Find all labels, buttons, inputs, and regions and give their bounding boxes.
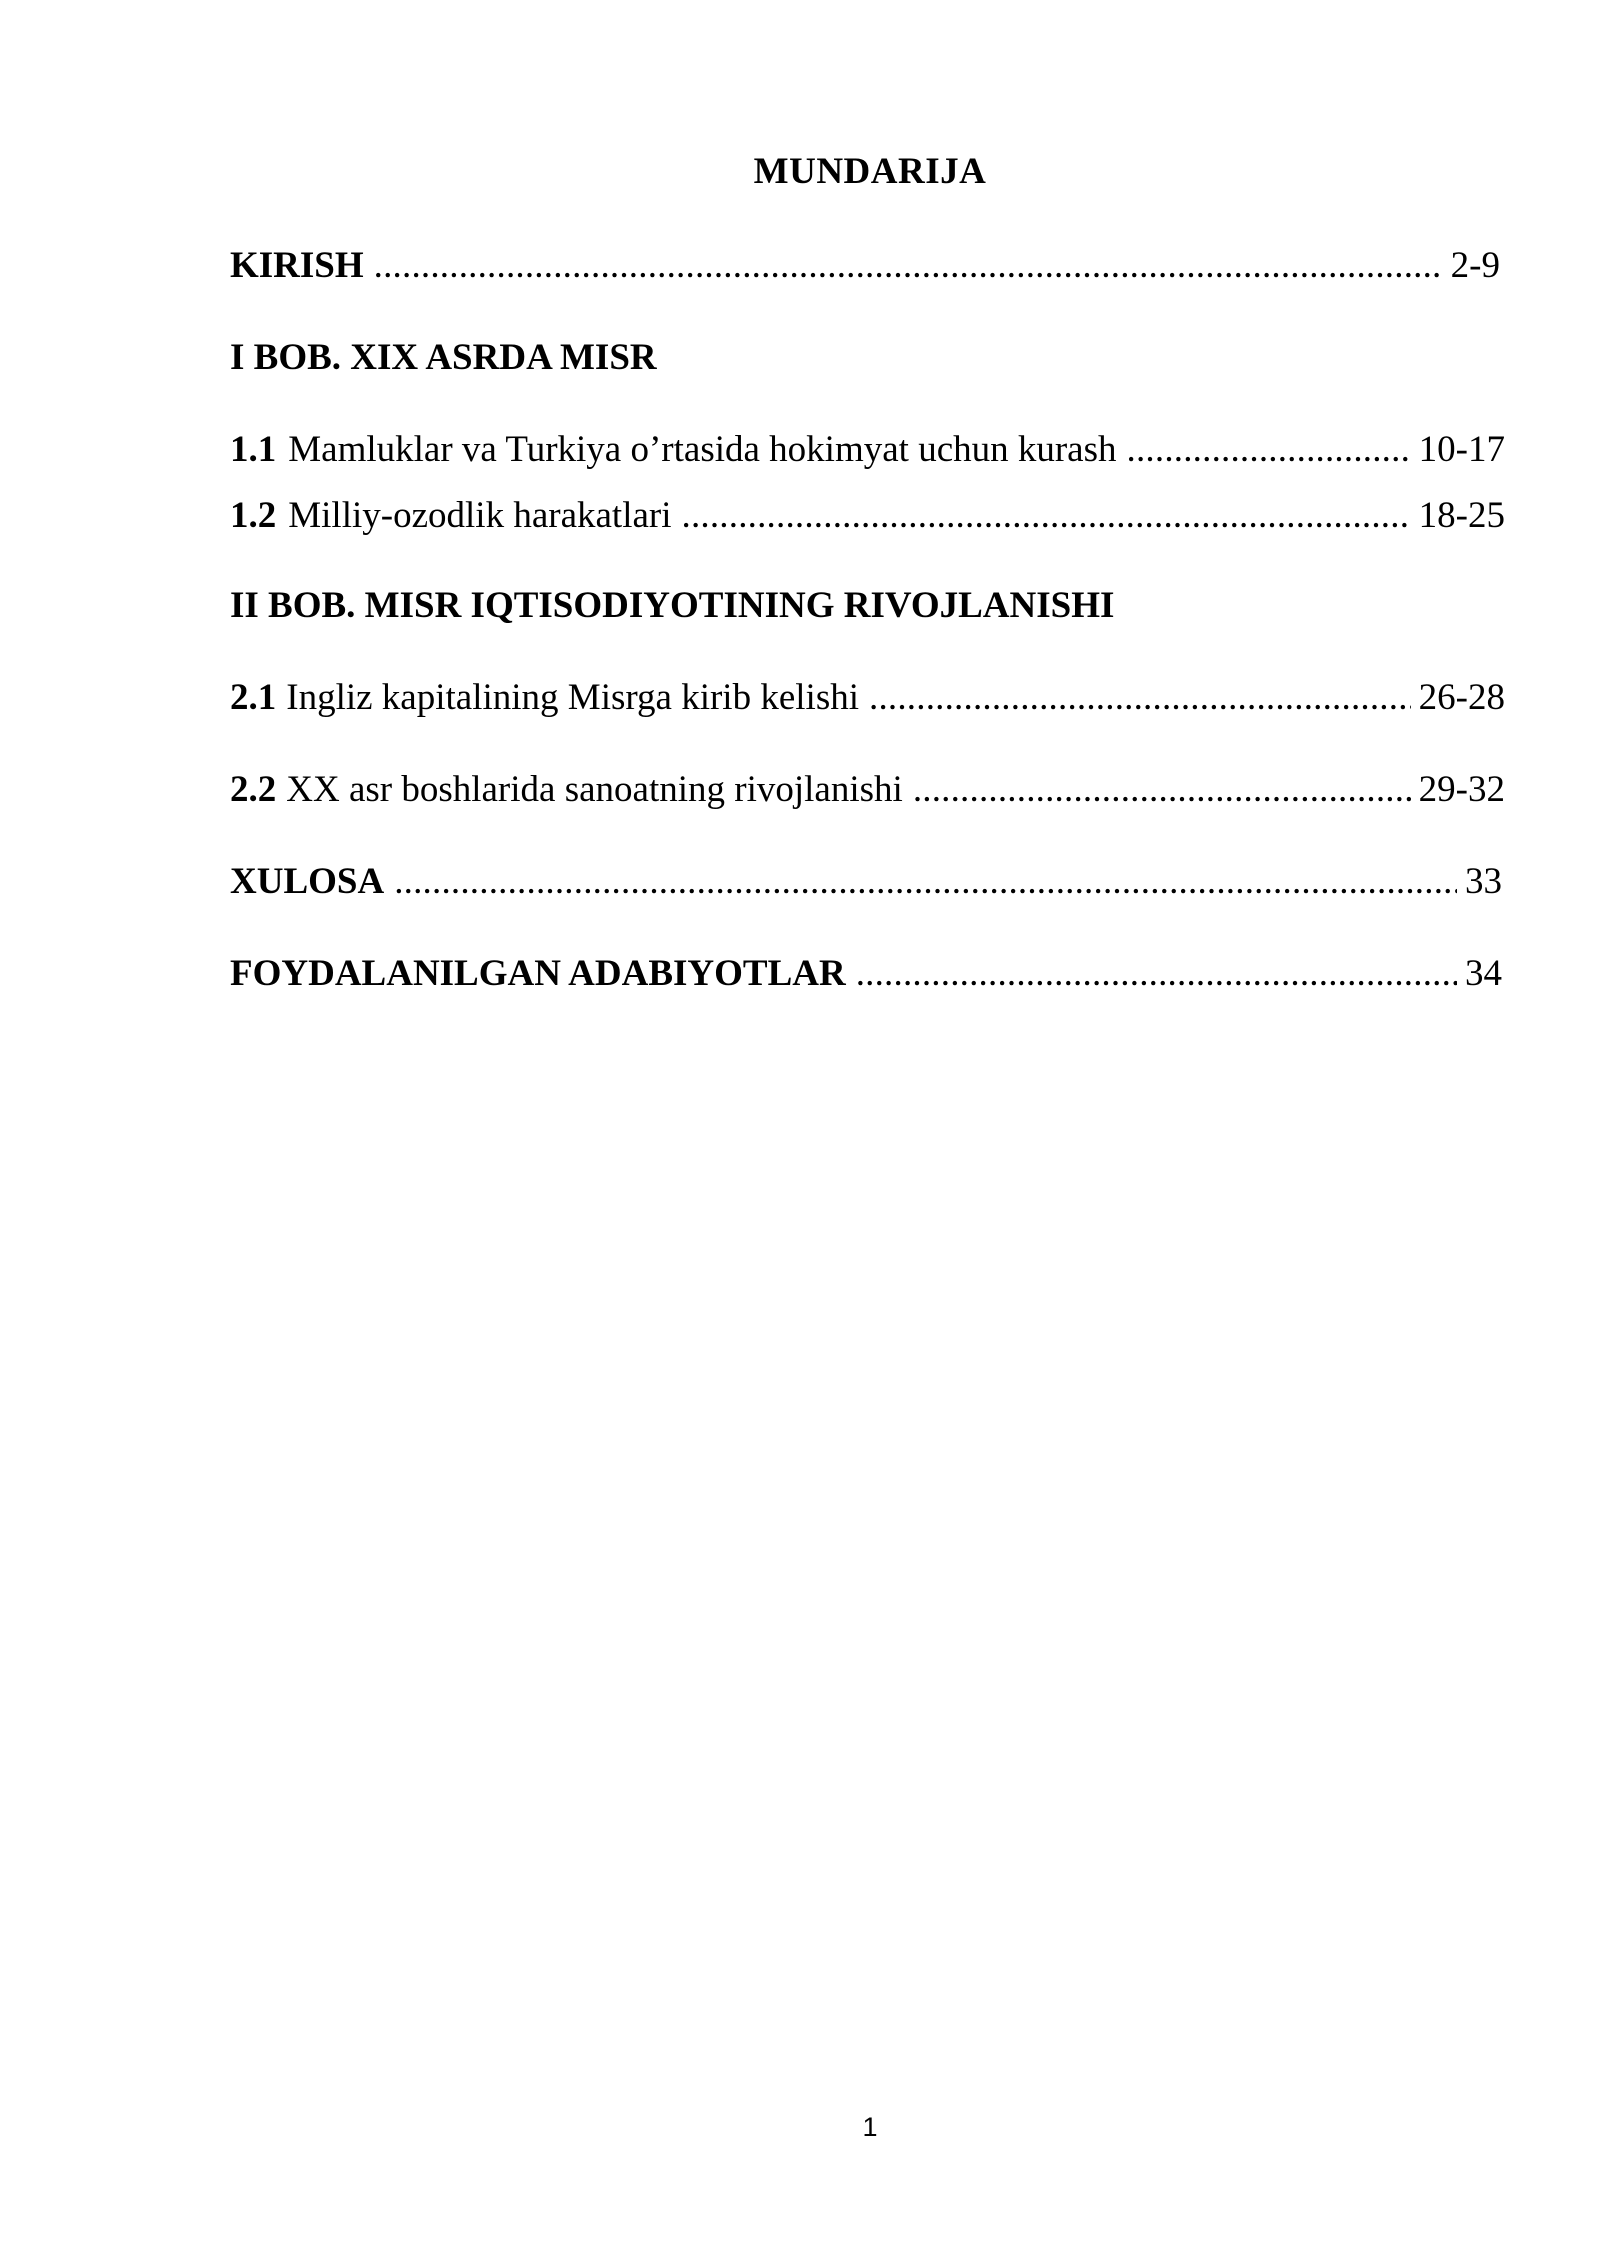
toc-leader-dots	[869, 676, 1411, 720]
toc-entry-number: 1.2	[230, 495, 277, 536]
toc-chapter-heading-2[interactable]: II BOB. MISR IQTISODIYOTINING RIVOJLANISHI	[230, 585, 1115, 626]
toc-entry-number: 2.2	[230, 769, 277, 810]
toc-leader-dots	[856, 952, 1457, 996]
toc-entry-adabiyotlar[interactable]	[230, 952, 1502, 996]
toc-entry-label: Ingliz kapitalining Misrga kirib kelishi	[286, 677, 859, 718]
toc-entry-number: 1.1	[230, 429, 277, 470]
toc-entry-1-2[interactable]	[230, 494, 1505, 538]
toc-entry-pages: 34	[1465, 953, 1502, 994]
toc-leader-dots	[913, 768, 1411, 812]
toc-entry-xulosa[interactable]	[230, 860, 1502, 904]
toc-leader-dots	[374, 244, 1443, 288]
toc-entry-kirish[interactable]	[230, 244, 1500, 288]
toc-leader-dots	[394, 860, 1457, 904]
toc-entry-label: XX asr boshlarida sanoatning rivojlanishi	[286, 769, 903, 810]
toc-entry-2-2[interactable]	[230, 768, 1505, 812]
toc-title: MUNDARIJA	[753, 151, 987, 192]
toc-entry-pages: 26-28	[1418, 677, 1505, 718]
toc-entry-pages: 29-32	[1418, 769, 1505, 810]
toc-entry-1-1[interactable]	[230, 428, 1505, 472]
toc-entry-number: 2.1	[230, 677, 277, 718]
toc-entry-label: KIRISH	[230, 245, 364, 286]
toc-entry-2-1[interactable]	[230, 676, 1505, 720]
toc-chapter-heading-1[interactable]: I BOB. XIX ASRDA MISR	[230, 337, 657, 378]
toc-entry-pages: 18-25	[1418, 495, 1505, 536]
toc-entry-pages: 33	[1465, 861, 1502, 902]
toc-leader-dots	[682, 494, 1411, 538]
toc-leader-dots	[1127, 428, 1411, 472]
toc-entry-label: XULOSA	[230, 861, 385, 902]
toc-entry-pages: 2-9	[1450, 245, 1500, 286]
page-number: 1	[862, 2112, 878, 2142]
toc-entry-label: FOYDALANILGAN ADABIYOTLAR	[230, 953, 846, 994]
toc-entry-label: Milliy-ozodlik harakatlari	[288, 495, 672, 536]
toc-entry-pages: 10-17	[1418, 429, 1505, 470]
toc-entry-label: Mamluklar va Turkiya o’rtasida hokimyat uchun kurash	[288, 429, 1117, 470]
